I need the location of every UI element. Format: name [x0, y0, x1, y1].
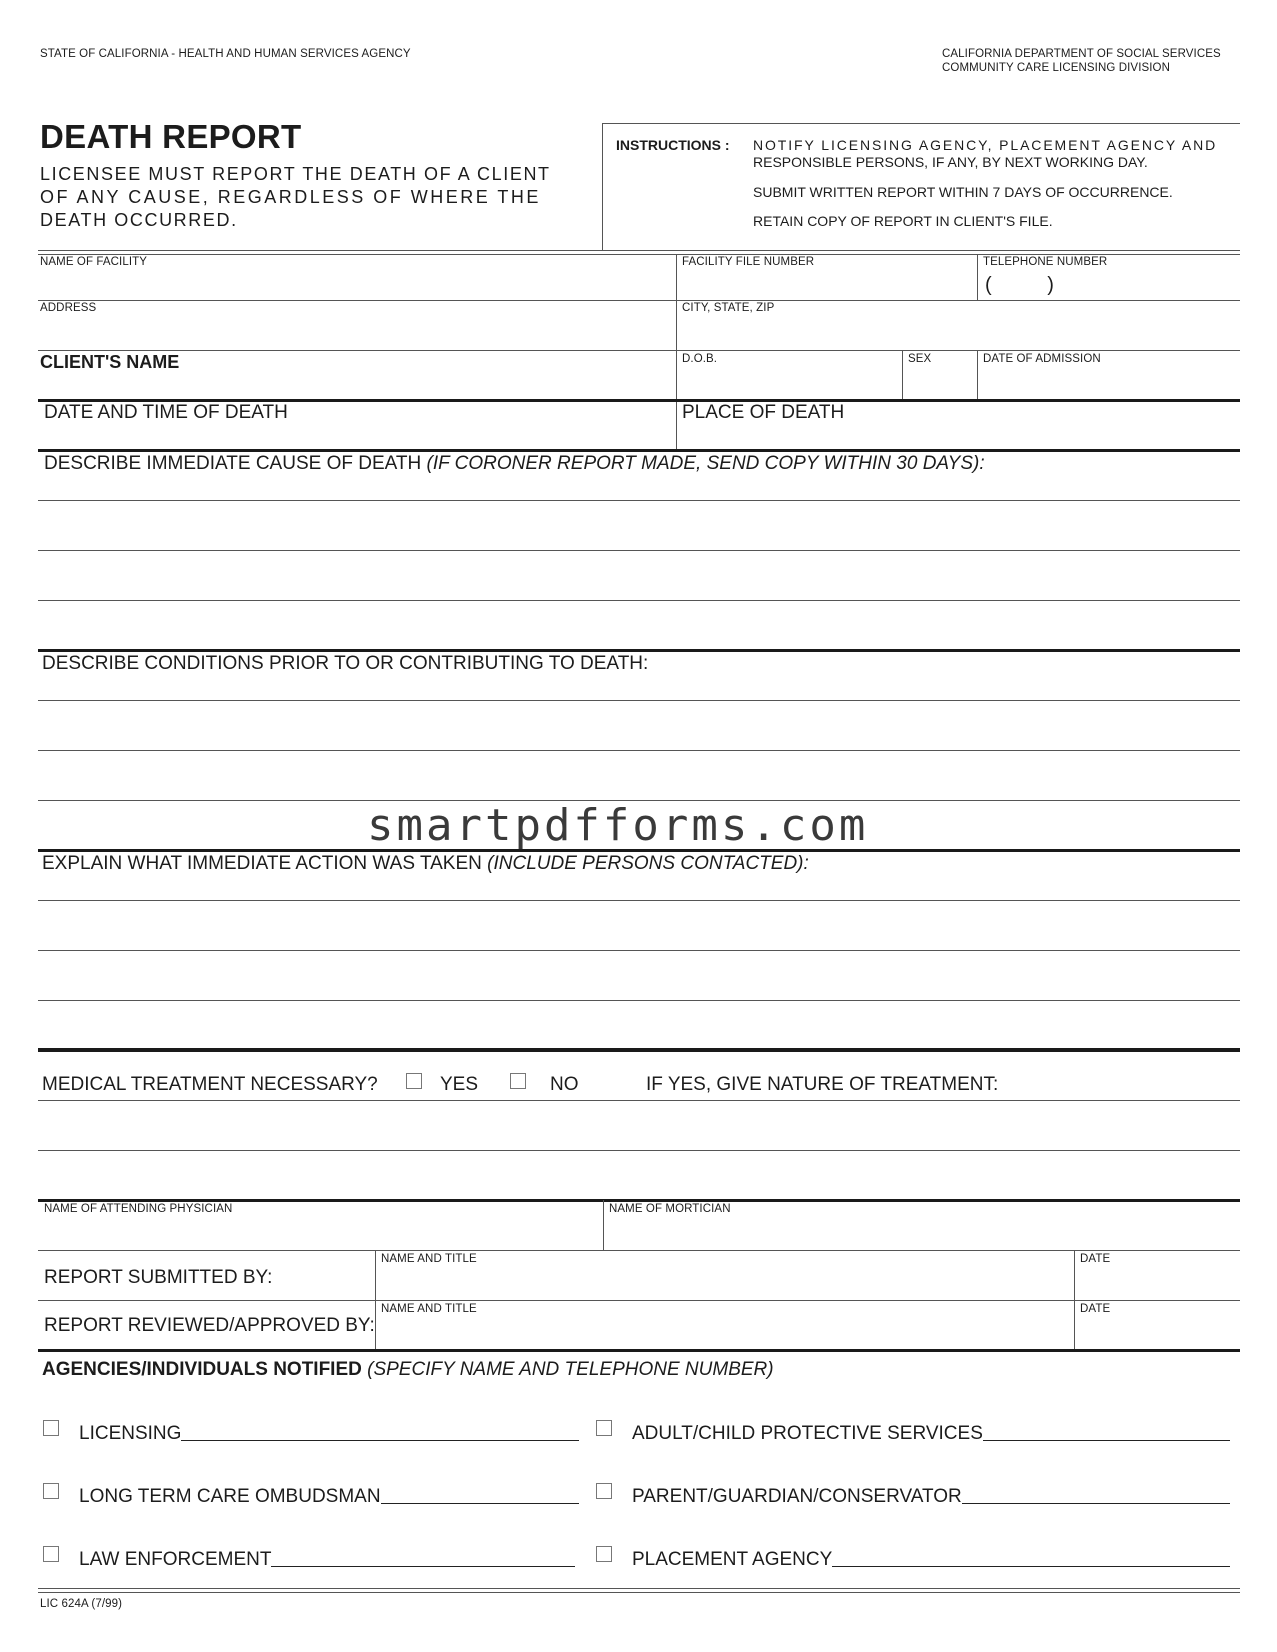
instructions-line-2: SUBMIT WRITTEN REPORT WITHIN 7 DAYS OF OCCURRENCE. [753, 184, 1173, 200]
instructions-label: INSTRUCTIONS : [616, 137, 730, 153]
agencies-notified-heading [42, 1359, 774, 1381]
rule [38, 1588, 1240, 1589]
telephone-label: TELEPHONE NUMBER [983, 256, 1108, 268]
rule [38, 1592, 1240, 1593]
placement-agency-line[interactable] [832, 1546, 1230, 1567]
form-number: LIC 624A (7/99) [40, 1598, 123, 1610]
city-state-zip-label: CITY, STATE, ZIP [682, 302, 775, 314]
write-line[interactable] [38, 1000, 1240, 1001]
medical-no-checkbox[interactable] [510, 1073, 526, 1089]
guardian-checkbox[interactable] [596, 1483, 612, 1499]
write-line[interactable] [38, 600, 1240, 601]
placement-agency-label: PLACEMENT AGENCY [632, 1549, 833, 1570]
medical-yes-checkbox[interactable] [406, 1073, 422, 1089]
mortician-label: NAME OF MORTICIAN [609, 1203, 731, 1215]
licensing-line[interactable] [181, 1420, 579, 1441]
date-of-admission-field[interactable] [983, 366, 1233, 398]
rule [977, 350, 978, 400]
write-line[interactable] [38, 900, 1240, 901]
rule [38, 449, 1240, 452]
agency-header-left: STATE OF CALIFORNIA - HEALTH AND HUMAN SERVICES AGENCY [40, 48, 411, 60]
submitted-by-label: REPORT SUBMITTED BY: [44, 1267, 273, 1288]
telephone-field[interactable]: ( ) [985, 274, 1054, 296]
sex-field[interactable] [908, 366, 972, 398]
conditions-label: DESCRIBE CONDITIONS PRIOR TO OR CONTRIBUTING TO DEATH: [42, 653, 649, 674]
ombudsman-label: LONG TERM CARE OMBUDSMAN [79, 1486, 381, 1507]
watermark: smartpdfforms.com [367, 800, 869, 851]
write-line[interactable] [38, 500, 1240, 501]
rule [38, 254, 1240, 255]
instructions-line-1b: RESPONSIBLE PERSONS, IF ANY, BY NEXT WORKING DAY. [753, 154, 1148, 170]
write-line[interactable] [38, 950, 1240, 951]
ombudsman-checkbox[interactable] [43, 1483, 59, 1499]
protective-services-item [632, 1420, 1230, 1445]
write-line[interactable] [38, 1150, 1240, 1151]
rule [977, 254, 978, 300]
mortician-field[interactable] [609, 1216, 1229, 1248]
guardian-line[interactable] [962, 1483, 1230, 1504]
protective-services-label: ADULT/CHILD PROTECTIVE SERVICES [632, 1423, 983, 1444]
place-of-death-label: PLACE OF DEATH [682, 402, 845, 423]
dob-field[interactable] [682, 366, 896, 398]
reviewed-date-label: DATE [1080, 1303, 1111, 1315]
rule [676, 402, 677, 450]
sex-label: SEX [908, 353, 932, 365]
reviewed-name-title-label: NAME AND TITLE [381, 1303, 477, 1315]
ombudsman-item [79, 1483, 579, 1508]
rule [38, 350, 1240, 351]
law-enforcement-checkbox[interactable] [43, 1546, 59, 1562]
law-enforcement-item [79, 1546, 575, 1571]
instructions-top-rule [602, 123, 1240, 124]
protective-services-line[interactable] [983, 1420, 1230, 1441]
date-time-death-field[interactable] [44, 424, 670, 448]
law-enforcement-line[interactable] [271, 1546, 575, 1567]
ombudsman-line[interactable] [381, 1483, 579, 1504]
law-enforcement-label: LAW ENFORCEMENT [79, 1549, 272, 1570]
guardian-label: PARENT/GUARDIAN/CONSERVATOR [632, 1486, 962, 1507]
form-subtitle-line-1: LICENSEE MUST REPORT THE DEATH OF A CLIENT [40, 164, 551, 184]
treatment-nature-label: IF YES, GIVE NATURE OF TREATMENT: [646, 1074, 999, 1095]
action-text: EXPLAIN WHAT IMMEDIATE ACTION WAS TAKEN [42, 853, 488, 874]
cause-of-death-label [44, 453, 985, 475]
instructions-left-rule [602, 123, 603, 251]
write-line[interactable] [38, 700, 1240, 701]
licensing-label: LICENSING [79, 1423, 182, 1444]
protective-services-checkbox[interactable] [596, 1420, 612, 1436]
placement-agency-item [632, 1546, 1230, 1571]
medical-treatment-question: MEDICAL TREATMENT NECESSARY? [42, 1074, 378, 1095]
guardian-item [632, 1483, 1230, 1508]
form-subtitle [40, 163, 551, 232]
submitted-date-label: DATE [1080, 1253, 1111, 1265]
rule [38, 849, 1240, 852]
rule [38, 1250, 1240, 1251]
rule [38, 1048, 1240, 1052]
rule [603, 1200, 604, 1250]
facility-file-number-field[interactable] [682, 268, 972, 300]
agency-header-right-2: COMMUNITY CARE LICENSING DIVISION [942, 62, 1171, 74]
facility-file-number-label: FACILITY FILE NUMBER [682, 256, 815, 268]
agencies-notified-title: AGENCIES/INDIVIDUALS NOTIFIED [42, 1359, 362, 1380]
write-line[interactable] [38, 750, 1240, 751]
dob-label: D.O.B. [682, 353, 718, 365]
submitted-date-field[interactable] [1080, 1266, 1232, 1298]
date-of-admission-label: DATE OF ADMISSION [983, 353, 1101, 365]
form-subtitle-line-3: DEATH OCCURRED. [40, 210, 238, 230]
agency-header-right-1: CALIFORNIA DEPARTMENT OF SOCIAL SERVICES [942, 48, 1221, 60]
action-note: (INCLUDE PERSONS CONTACTED): [487, 853, 809, 874]
facility-name-label: NAME OF FACILITY [40, 256, 148, 268]
physician-label: NAME OF ATTENDING PHYSICIAN [44, 1203, 233, 1215]
rule [676, 254, 677, 400]
action-label [42, 853, 809, 875]
reviewed-date-field[interactable] [1080, 1316, 1232, 1348]
reviewed-name-title-field[interactable] [381, 1316, 1071, 1348]
placement-agency-checkbox[interactable] [596, 1546, 612, 1562]
city-state-zip-field[interactable] [682, 315, 1232, 349]
physician-field[interactable] [44, 1216, 594, 1248]
licensing-item [79, 1420, 579, 1445]
submitted-name-title-field[interactable] [381, 1266, 1071, 1298]
agencies-notified-note: (SPECIFY NAME AND TELEPHONE NUMBER) [361, 1359, 774, 1380]
write-line[interactable] [38, 550, 1240, 551]
address-label: ADDRESS [40, 302, 97, 314]
rule [38, 1349, 1240, 1352]
rule [902, 350, 903, 400]
medical-no-label: NO [550, 1074, 579, 1095]
rule [38, 300, 1240, 301]
address-field[interactable] [40, 315, 670, 349]
rule [38, 1199, 1240, 1202]
instructions-line-3: RETAIN COPY OF REPORT IN CLIENT'S FILE. [753, 213, 1053, 229]
licensing-checkbox[interactable] [43, 1420, 59, 1436]
submitted-name-title-label: NAME AND TITLE [381, 1253, 477, 1265]
reviewed-by-label: REPORT REVIEWED/APPROVED BY: [44, 1315, 375, 1336]
date-time-death-label: DATE AND TIME OF DEATH [44, 402, 288, 423]
place-of-death-field[interactable] [682, 424, 1232, 448]
rule [38, 1300, 1240, 1301]
write-line[interactable] [38, 1100, 1240, 1101]
rule [38, 250, 1240, 251]
form-title: DEATH REPORT [40, 118, 302, 155]
cause-of-death-note: (IF CORONER REPORT MADE, SEND COPY WITHIN 30 DAYS): [426, 453, 985, 474]
client-name-field[interactable] [200, 352, 670, 398]
rule [38, 649, 1240, 652]
facility-name-field[interactable] [40, 268, 670, 300]
form-subtitle-line-2: OF ANY CAUSE, REGARDLESS OF WHERE THE [40, 187, 541, 207]
client-name-label: CLIENT'S NAME [40, 352, 180, 372]
medical-yes-label: YES [440, 1074, 479, 1095]
cause-of-death-text: DESCRIBE IMMEDIATE CAUSE OF DEATH [44, 453, 427, 474]
instructions-line-1: NOTIFY LICENSING AGENCY, PLACEMENT AGENCY AND [753, 137, 1218, 153]
